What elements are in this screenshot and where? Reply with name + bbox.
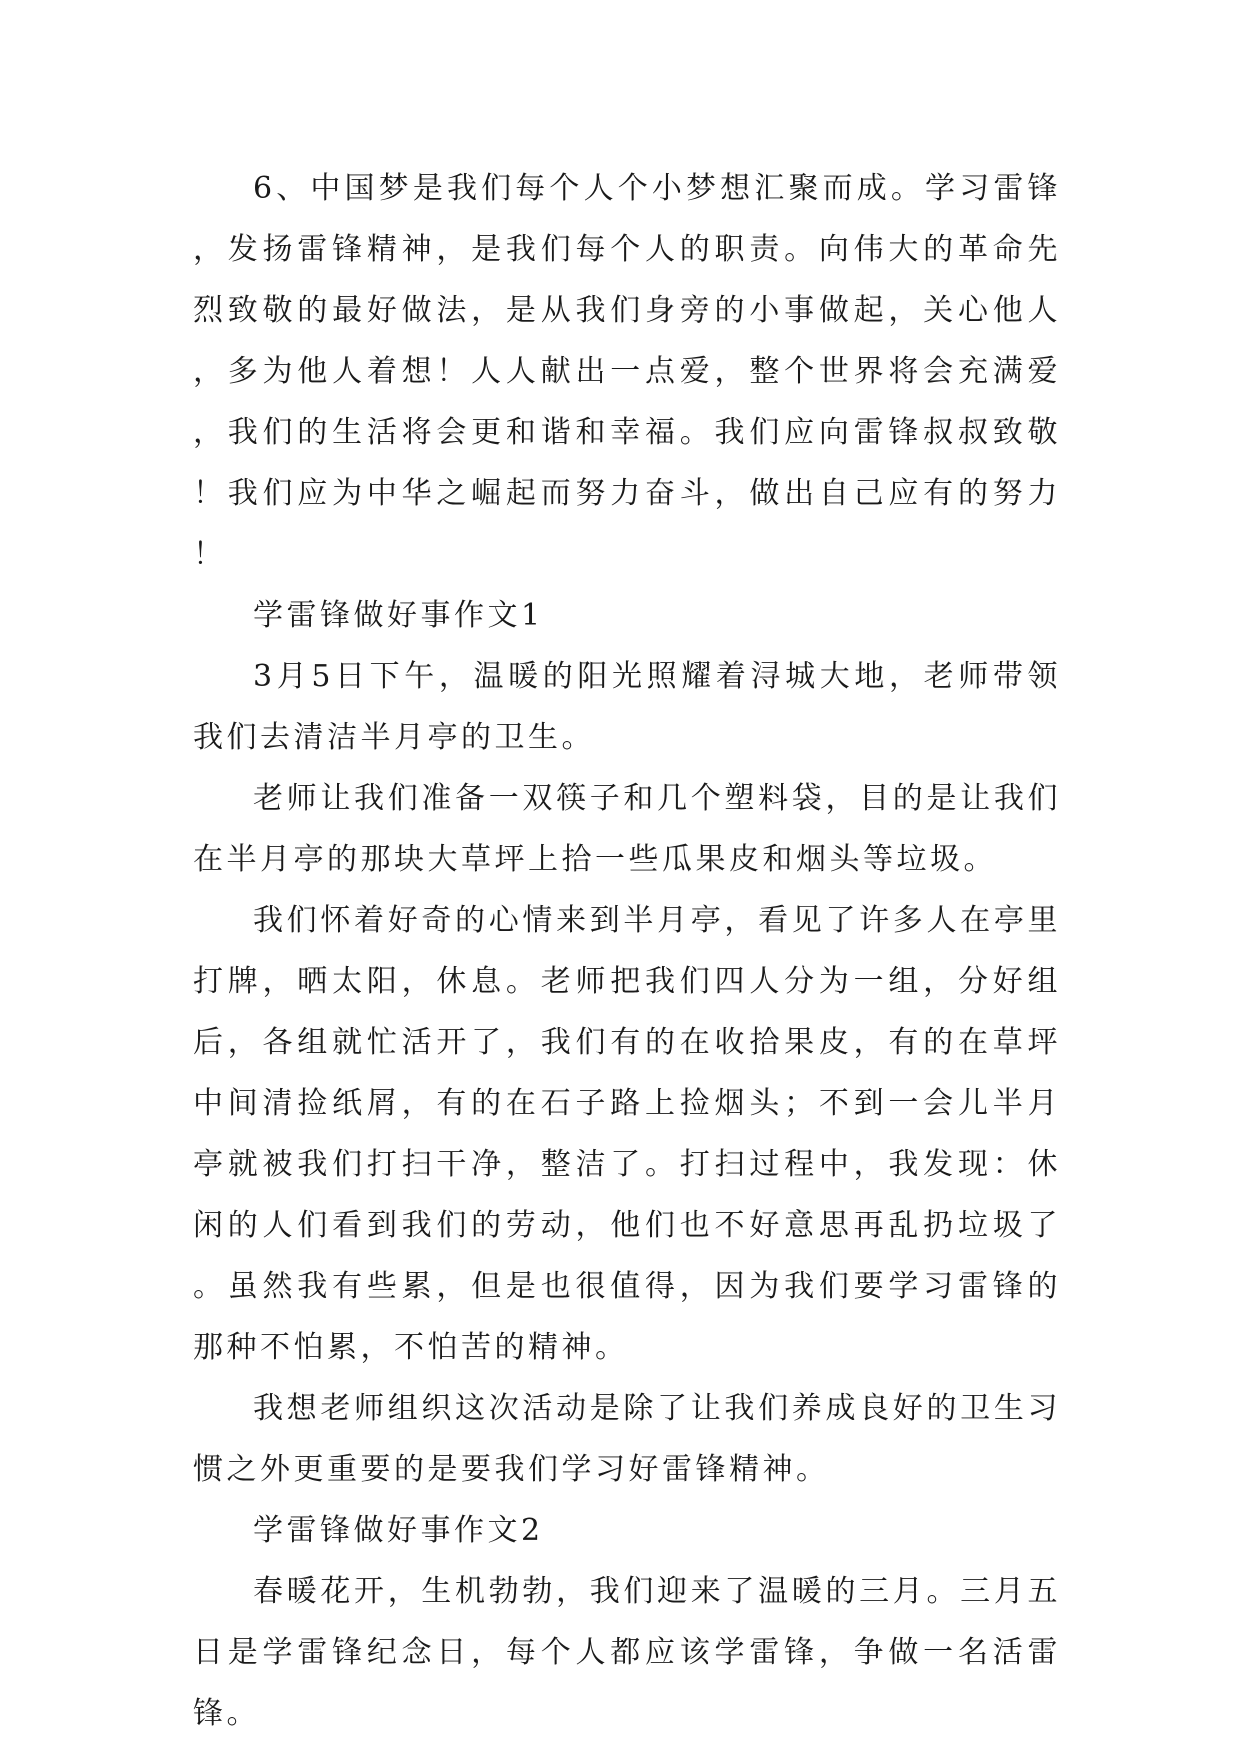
paragraph-chinese-dream: 6、中国梦是我们每个人个小梦想汇聚而成。学习雷锋，发扬雷锋精神，是我们每个人的职责。向伟大的革命先烈致敬的最好做法，是从我们身旁的小事做起，关心他人，多为他人着想！人人献出一点爱，整个世界将会充满爱，我们的生活将会更和谐和幸福。我们应向雷锋叔叔致敬！我们应为中华之崛起而努力奋斗，做出自己应有的努力！	[193, 171, 1061, 572]
section-heading-essay-1: 学雷锋做好事作文1	[253, 598, 544, 633]
document-body	[193, 158, 1061, 1744]
paragraph-cleaning-activity: 我们怀着好奇的心情来到半月亭，看见了许多人在亭里打牌，晒太阳，休息。老师把我们四人分为一组，分好组后，各组就忙活开了，我们有的在收拾果皮，有的在草坪中间清捡纸屑，有的在石子路上捡烟头；不到一会儿半月亭就被我们打扫干净，整洁了。打扫过程中，我发现：休闲的人们看到我们的劳动，他们也不好意思再乱扔垃圾了。虽然我有些累，但是也很值得，因为我们要学习雷锋的那种不怕累，不怕苦的精神。	[193, 903, 1061, 1365]
paragraph-reflection: 我想老师组织这次活动是除了让我们养成良好的卫生习惯之外更重要的是要我们学习好雷锋精神。	[193, 1391, 1061, 1487]
paragraph-spring-march: 春暖花开，生机勃勃，我们迎来了温暖的三月。三月五日是学雷锋纪念日，每个人都应该学雷锋，争做一名活雷锋。	[193, 1574, 1061, 1731]
paragraph-teacher-preparation: 老师让我们准备一双筷子和几个塑料袋，目的是让我们在半月亭的那块大草坪上拾一些瓜果皮和烟头等垃圾。	[193, 781, 1061, 877]
paragraph-march-fifth: 3月5日下午，温暖的阳光照耀着浔城大地，老师带领我们去清洁半月亭的卫生。	[193, 659, 1061, 755]
section-heading-essay-2: 学雷锋做好事作文2	[253, 1513, 544, 1548]
